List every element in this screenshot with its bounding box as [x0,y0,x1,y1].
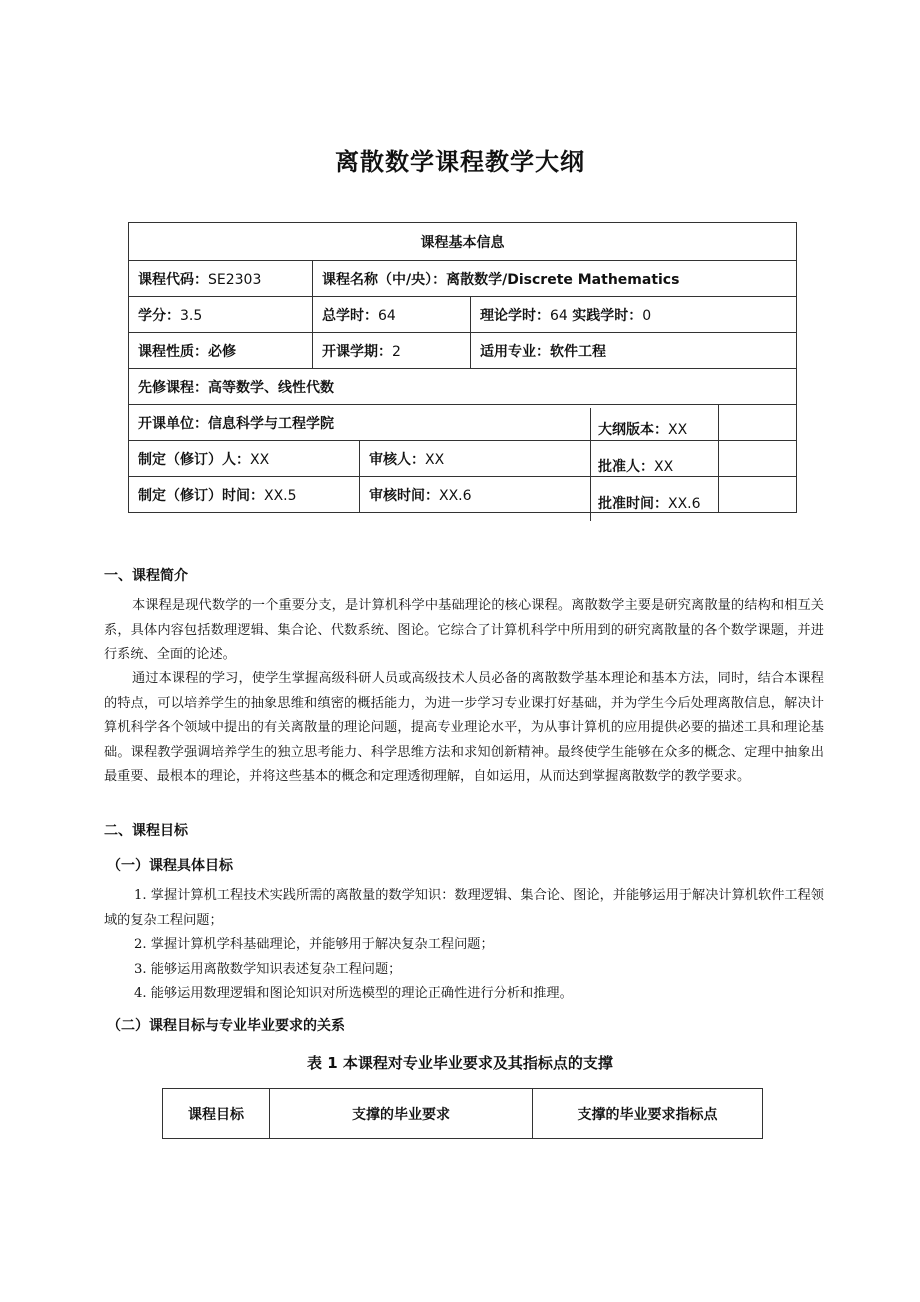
version-label: 大纲版本： [598,422,668,438]
goal-item: 3. 能够运用离散数学知识表述复杂工程问题； [134,962,402,977]
course-name-cell [313,261,797,297]
total-hours-label: 总学时： [322,307,378,324]
term-label: 开课学期： [322,343,392,360]
nature-cell [129,333,313,369]
course-name-label: 课程名称（中/央）： [322,271,447,288]
approve-time-label: 批准时间： [598,496,668,512]
goal-item: 4. 能够运用数理逻辑和图论知识对所选模型的理论正确性进行分析和推理。 [134,986,573,1001]
theory-hours-label: 理论学时： [480,307,550,324]
approve-time-text [598,493,701,513]
term-value: 2 [392,343,401,360]
support-table-header: 支撑的毕业要求 [270,1089,533,1139]
theory-hours-value: 64 [550,307,568,324]
dept-value: 信息科学与工程学院 [208,415,334,432]
approve-time-value: XX.6 [668,496,701,512]
reviewer-label: 审核人： [369,451,425,468]
approver-cell [719,441,797,477]
section-heading-intro: 一、课程简介 [104,568,188,584]
author-cell [129,441,360,477]
goal-item: 1. 掌握计算机工程技术实践所需的离散量的数学知识：数理逻辑、集合论、图论，并能够运用于解决计算机软件工程领域的复杂工程问题； [104,888,824,928]
support-table-header: 课程目标 [163,1089,270,1139]
course-code-value: SE2303 [208,271,262,288]
version-cell [719,405,797,441]
author-time-label: 制定（修订）时间： [138,487,264,504]
course-info-table [128,222,797,513]
nature-label: 课程性质： [138,343,208,360]
intro-paragraph-1: 本课程是现代数学的一个重要分支，是计算机科学中基础理论的核心课程。离散数学主要是研究离散量的结构和相互关系，具体内容包括数理逻辑、集合论、代数系统、图论。它综合了计算机科学中所用到的研究离散量的各个数学课题，并进行系统、全面的论述。 [104,598,824,662]
goal-item: 2. 掌握计算机学科基础理论，并能够用于解决复杂工程问题； [134,937,494,952]
major-value: 软件工程 [550,343,606,360]
term-cell [313,333,471,369]
subheading-specific-goals: （一）课程具体目标 [107,858,233,874]
author-time-cell [129,477,360,513]
author-label: 制定（修订）人： [138,451,250,468]
prereq-value: 高等数学、线性代数 [208,379,334,396]
major-cell [471,333,797,369]
credit-cell [129,297,313,333]
course-code-label: 课程代码： [138,271,208,288]
approver-value: XX [654,459,674,475]
version-value: XX [668,422,688,438]
major-label: 适用专业： [480,343,550,360]
approve-time-cell [719,477,797,513]
nature-value: 必修 [208,343,236,360]
course-code-cell [129,261,313,297]
document-title: 离散数学课程教学大纲 [335,148,585,176]
prereq-label: 先修课程： [138,379,208,396]
review-time-value: XX.6 [439,487,472,504]
approver-text [598,456,673,476]
total-hours-cell [313,297,471,333]
prereq-cell [129,369,797,405]
author-time-value: XX.5 [264,487,297,504]
intro-paragraph-2: 通过本课程的学习，使学生掌握高级科研人员或高级技术人员必备的离散数学基本理论和基本方法，同时，结合本课程的特点，可以培养学生的抽象思维和缜密的概括能力，为进一步学习专业课打好基础，并为学生今后处理离散信息，解决计算机科学各个领域中提出的有关离散量的理论问题，提高专业理论水平，为从事计算机的应用提供必要的描述工具和理论基础。课程教学强调培养学生的独立思考能力、科学思维方法和求知创新精神。最终使学生能够在众多的概念、定理中抽象出最重要、最根本的理论，并将这些基本的概念和定理透彻理解，自如运用，从而达到掌握离散数学的教学要求。 [104,671,824,784]
support-table [162,1088,763,1139]
dept-label: 开课单位： [138,415,208,432]
support-table-header: 支撑的毕业要求指标点 [533,1089,763,1139]
credit-value: 3.5 [180,307,203,324]
total-hours-value: 64 [378,307,396,324]
review-time-label: 审核时间： [369,487,439,504]
approver-label: 批准人： [598,459,654,475]
subheading-goal-relation: （二）课程目标与专业毕业要求的关系 [107,1018,345,1034]
credit-label: 学分： [138,307,180,324]
practice-hours-value: 0 [642,307,652,324]
version-text [598,419,687,439]
theory-practice-cell [471,297,797,333]
table-caption: 表 1 本课程对专业毕业要求及其指标点的支撑 [307,1054,613,1072]
reviewer-value: XX [425,451,445,468]
course-name-value: 离散数学/Discrete Mathematics [446,271,680,288]
practice-hours-label: 实践学时： [572,307,643,324]
author-value: XX [250,451,270,468]
right-column-divider [590,408,591,521]
section-heading-goals: 二、课程目标 [104,823,188,839]
info-table-header: 课程基本信息 [129,223,797,261]
